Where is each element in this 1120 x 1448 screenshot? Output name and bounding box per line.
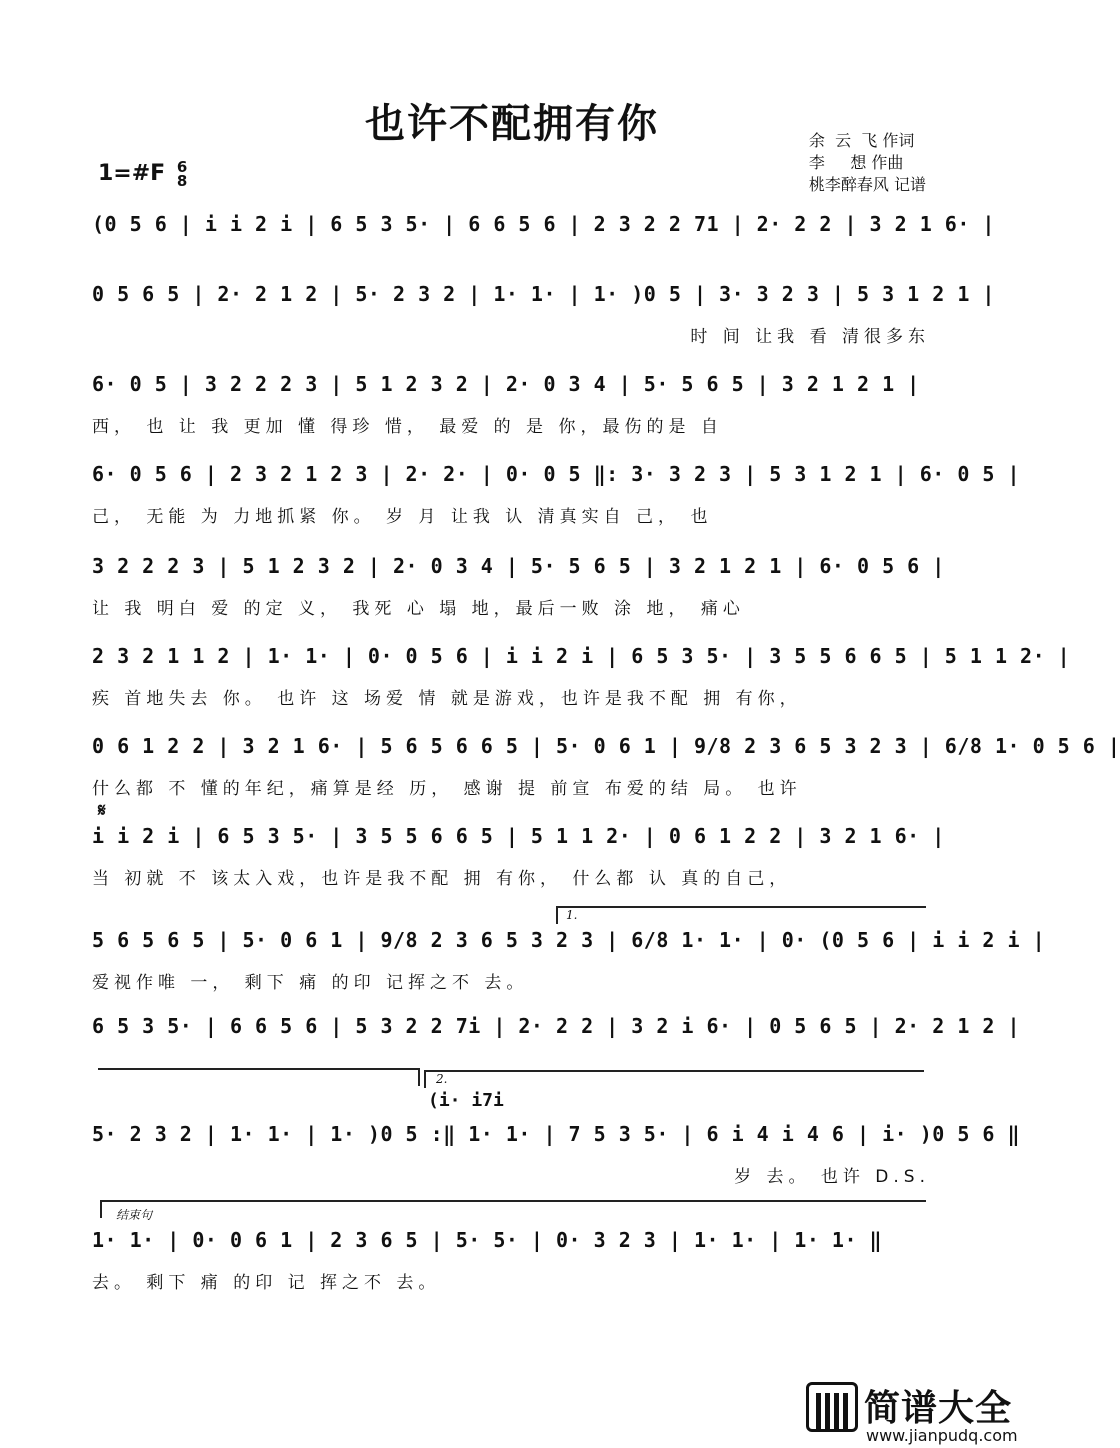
logo-name: 简谱大全 (864, 1388, 1013, 1429)
lyrics-line: 岁 去。 也许 D.S. (734, 1167, 930, 1187)
transcriber-credit: 桃李醉春风 记谱 (808, 175, 926, 194)
time-top: 6 (176, 158, 188, 176)
time-bottom: 8 (176, 172, 188, 190)
lyrics-line: 当 初就 不 该太入戏，也许是我不配 拥 有你， 什么都 认 真的自己， (92, 869, 792, 889)
notes-line: (0 5 6 | i i 2 i | 6 5 3 5· | 6 6 5 6 | 2 3 2 2 71 | 2· 2 2 | 3 2 1 6· | (92, 212, 995, 236)
key-text: 1=#F (98, 161, 166, 186)
lyrics-line: 让 我 明白 爱 的定 义， 我死 心 塌 地，最后一败 涂 地， 痛心 (92, 599, 745, 619)
notes-line: 1· 1· | 0· 0 6 1 | 2 3 6 5 | 5· 5· | 0· 3 2 3 | 1· 1· | 1· 1· ‖ (92, 1228, 883, 1252)
notes-line: i i 2 i | 6 5 3 5· | 3 5 5 6 6 5 | 5 1 1 2· | 0 6 1 2 2 | 3 2 1 6· | (92, 824, 945, 848)
volta-2-bracket-edge (424, 1070, 426, 1088)
notes-line: 2 3 2 1 1 2 | 1· 1· | 0· 0 5 6 | i i 2 i | 6 5 3 5· | 3 5 5 6 6 5 | 5 1 1 2· | (92, 644, 1071, 668)
lyrics-line: 西， 也 让 我 更加 懂 得珍 惜， 最爱 的 是 你，最伤的是 自 (92, 417, 723, 437)
logo-url: www.jianpudq.com (866, 1426, 1018, 1445)
lyrics-line: 己， 无能 为 力地抓紧 你。 岁 月 让我 认 清真实自 己， 也 (92, 507, 713, 527)
notes-line: 5· 2 3 2 | 1· 1· | 1· )0 5 :‖ 1· 1· | 7 5 3 5· | 6 i 4 i 4 6 | i· )0 5 6 ‖ (92, 1122, 1021, 1146)
volta-1-bracket-edge (556, 906, 558, 924)
lyrics-line: 爱视作唯 一， 剩下 痛 的印 记挥之不 去。 (92, 973, 529, 993)
notes-line: 0 5 6 5 | 2· 2 1 2 | 5· 2 3 2 | 1· 1· | 1· )0 5 | 3· 3 2 3 | 5 3 1 2 1 | (92, 282, 995, 306)
notes-line: 6· 0 5 6 | 2 3 2 1 2 3 | 2· 2· | 0· 0 5 ‖: 3· 3 2 3 | 5 3 1 2 1 | 6· 0 5 | (92, 462, 1021, 486)
volta-2-bracket (424, 1070, 924, 1072)
lyrics-line: 去。 剩下 痛 的印 记 挥之不 去。 (92, 1273, 441, 1293)
time-signature (177, 160, 187, 188)
credits (809, 130, 926, 196)
notes-line: 0 6 1 2 2 | 3 2 1 6· | 5 6 5 6 6 5 | 5· 0 6 1 | 9/8 2 3 6 5 3 2 3 | 6/8 1· 0 5 6 | (92, 734, 1120, 758)
notes-line: 6 5 3 5· | 6 6 5 6 | 5 3 2 2 7i | 2· 2 2 | 3 2 i 6· | 0 5 6 5 | 2· 2 1 2 | (92, 1014, 1021, 1038)
segno-sign: 𝄋 (98, 800, 106, 821)
ending-label: 结束句 (116, 1208, 153, 1222)
volta-2-label: 2. (436, 1072, 448, 1086)
site-logo (806, 1378, 1024, 1448)
composer-credit: 李 想 作曲 (808, 153, 904, 172)
ending-bracket (100, 1200, 926, 1202)
lyrics-line: 什么都 不 懂的年纪，痛算是经 历， 感谢 提 前宣 布爱的结 局。 也许 (92, 779, 802, 799)
notes-line: 5 6 5 6 5 | 5· 0 6 1 | 9/8 2 3 6 5 3 2 3 | 6/8 1· 1· | 0· (0 5 6 | i i 2 i | (92, 928, 1046, 952)
notes-line: 6· 0 5 | 3 2 2 2 3 | 5 1 2 3 2 | 2· 0 3 4 | 5· 5 6 5 | 3 2 1 2 1 | (92, 372, 920, 396)
lyricist-credit: 余 云 飞 作词 (808, 131, 915, 150)
ending-bracket-edge (100, 1200, 102, 1218)
volta-1-end (418, 1068, 420, 1086)
key-signature (98, 160, 187, 188)
piano-keys-icon (806, 1382, 858, 1432)
lyrics-line: 疾 首地失去 你。 也许 这 场爱 情 就是游戏，也许是我不配 拥 有你， (92, 689, 802, 709)
notes-line: 3 2 2 2 3 | 5 1 2 3 2 | 2· 0 3 4 | 5· 5 6 5 | 3 2 1 2 1 | 6· 0 5 6 | (92, 554, 945, 578)
volta-1-bracket (556, 906, 926, 908)
volta-1-label: 1. (566, 908, 578, 922)
volta-2-alt-notes: (i· i7i (428, 1090, 504, 1111)
song-title: 也许不配拥有你 (365, 100, 659, 147)
lyrics-line: 时 间 让我 看 清很多东 (690, 327, 930, 347)
volta-1-continuation (98, 1068, 420, 1070)
